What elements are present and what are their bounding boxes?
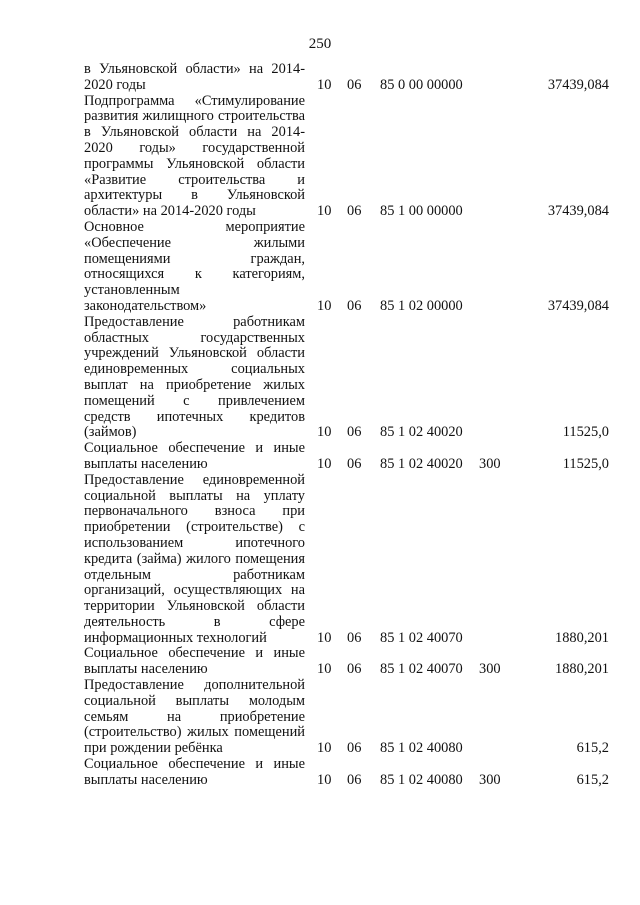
row-amount: 11525,0 [562,424,609,441]
row-target-article-code: 85 1 02 40070 [380,661,463,678]
row-subsection-code: 06 [347,661,362,678]
row-target-article-code: 85 1 02 40080 [380,771,463,788]
budget-table [0,62,640,789]
row-section-code: 10 [317,740,332,757]
table-row [0,315,640,441]
row-expense-type-code: 300 [479,771,501,788]
row-section-code: 10 [317,771,332,788]
row-description: Социальное обеспечение и иные выплаты населению [84,440,305,472]
row-description: Основное мероприятие «Обеспечение жилыми помещениями граждан, относящихся к категориям, установленным законодательством» [84,218,305,314]
row-expense-type-code: 300 [479,455,501,472]
row-description: Социальное обеспечение и иные выплаты населению [84,756,305,788]
row-section-code: 10 [317,661,332,678]
row-section-code: 10 [317,203,332,220]
table-row [0,62,640,94]
row-amount: 37439,084 [547,297,609,314]
row-description: Предоставление единовременной социальной выплаты на уплату первоначального взноса при приобретении (строительстве) с использованием ипотечного кредита (займа) жилого помещения отдельным работникам организаций, осуществляющих на территории Ульяновской области деятельность в сфере информационных технологий [84,471,305,646]
row-amount: 37439,084 [547,203,609,220]
row-amount: 11525,0 [562,455,609,472]
row-subsection-code: 06 [347,629,362,646]
row-expense-type-code: 300 [479,661,501,678]
row-amount: 1880,201 [555,629,609,646]
row-section-code: 10 [317,424,332,441]
row-subsection-code: 06 [347,424,362,441]
row-subsection-code: 06 [347,455,362,472]
row-target-article-code: 85 1 02 00000 [380,297,463,314]
row-description: Социальное обеспечение и иные выплаты населению [84,645,305,678]
row-subsection-code: 06 [347,76,362,93]
row-subsection-code: 06 [347,771,362,788]
table-row [0,678,640,757]
row-target-article-code: 85 1 00 00000 [380,203,463,220]
row-description: Предоставление дополнительной социальной выплаты молодым семьям на приобретение (строительство) жилых помещений при рождении ребёнка [84,677,305,757]
row-amount: 1880,201 [555,661,609,678]
row-amount: 615,2 [576,771,609,788]
table-row [0,441,640,473]
table-row [0,646,640,678]
row-target-article-code: 85 0 00 00000 [380,76,463,93]
row-section-code: 10 [317,297,332,314]
row-target-article-code: 85 1 02 40020 [380,424,463,441]
row-section-code: 10 [317,629,332,646]
row-section-code: 10 [317,455,332,472]
row-description: Подпрограмма «Стимулирование развития жилищного строительства в Ульяновской области на 2014-2020 годы» государственной программы Ульяновской области «Развитие строительства и архитектуры в Ульяновской области» на 2014-2020 годы [84,92,305,220]
row-target-article-code: 85 1 02 40080 [380,740,463,757]
table-row [0,94,640,220]
row-target-article-code: 85 1 02 40070 [380,629,463,646]
row-subsection-code: 06 [347,203,362,220]
row-amount: 37439,084 [547,76,609,93]
row-amount: 615,2 [576,740,609,757]
table-row [0,473,640,647]
table-row [0,757,640,789]
table-row [0,220,640,315]
row-description: Предоставление работникам областных государственных учреждений Ульяновской области единовременных социальных выплат на приобретение жилых помещений с привлечением средств ипотечных кредитов (займов) [84,313,305,441]
row-subsection-code: 06 [347,297,362,314]
row-target-article-code: 85 1 02 40020 [380,455,463,472]
row-subsection-code: 06 [347,740,362,757]
page-number: 250 [308,36,332,52]
row-description: в Ульяновской области» на 2014-2020 годы [84,61,305,93]
row-section-code: 10 [317,76,332,93]
